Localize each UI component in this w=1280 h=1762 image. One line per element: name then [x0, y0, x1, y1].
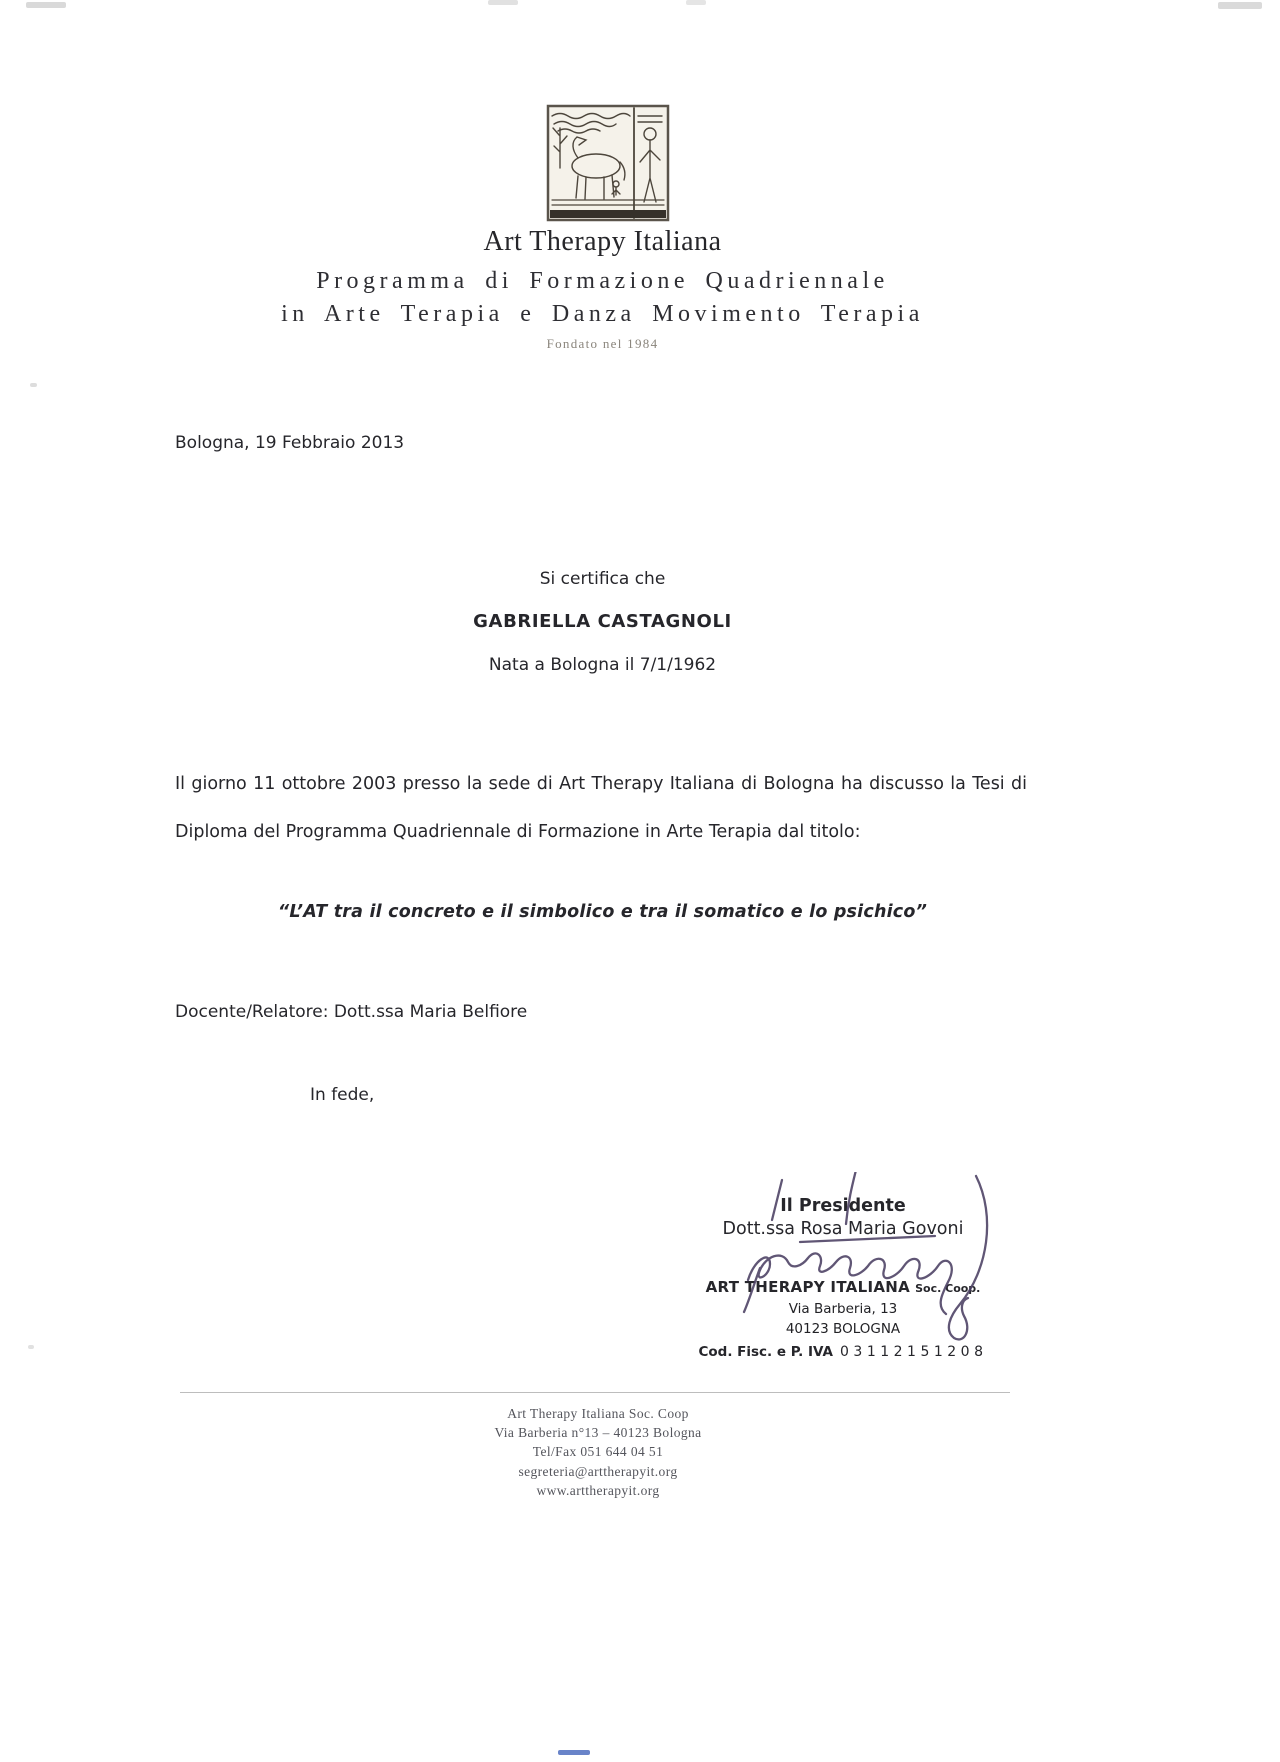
- org-stamp-line: [673, 1277, 1013, 1296]
- org-logo: [546, 104, 670, 226]
- footer-phone: Tel/Fax 051 644 04 51: [532, 1444, 664, 1460]
- org-name: Art Therapy Italiana: [483, 226, 722, 257]
- birth-line: Nata a Bologna il 7/1/1962: [488, 655, 717, 675]
- scan-artifact: [1218, 2, 1262, 9]
- closing-line: In fede,: [310, 1085, 375, 1105]
- date-line: Bologna, 19 Febbraio 2013: [175, 433, 405, 453]
- org-address-line1: Via Barberia, 13: [788, 1301, 898, 1317]
- thesis-paragraph: Il giorno 11 ottobre 2003 presso la sede di Art Therapy Italiana di Bologna ha discusso la Tesi di Diploma del Programma Quadriennale di Formazione in Arte Terapia dal titolo:: [175, 774, 1027, 842]
- engraving-logo-image: [546, 104, 670, 222]
- org-stamp-name: ART THERAPY ITALIANA: [705, 1278, 911, 1296]
- footer-email: segreteria@arttherapyit.org: [518, 1463, 678, 1479]
- tax-line: [673, 1341, 1013, 1360]
- footer-address: Via Barberia n°13 – 40123 Bologna: [494, 1425, 702, 1441]
- scan-artifact: [686, 0, 706, 5]
- scan-artifact: [488, 0, 518, 5]
- founded-line: Fondato nel 1984: [546, 336, 659, 351]
- program-title-line1: Programma di Formazione Quadriennale: [316, 268, 889, 294]
- scan-artifact: [26, 2, 66, 8]
- scan-artifact: [28, 1345, 34, 1349]
- footer-divider: [180, 1392, 1010, 1393]
- scan-artifact: [558, 1750, 590, 1755]
- scan-artifact: [30, 383, 37, 387]
- org-address-line2: 40123 BOLOGNA: [785, 1321, 901, 1337]
- president-title: Il Presidente: [780, 1196, 906, 1216]
- recipient-name: GABRIELLA CASTAGNOLI: [473, 611, 732, 632]
- footer-website: www.arttherapyit.org: [536, 1482, 660, 1498]
- tax-value: 03112151208: [840, 1344, 988, 1360]
- program-title-line2: in Arte Terapia e Danza Movimento Terapia: [281, 301, 924, 327]
- tax-label: Cod. Fisc. e P. IVA: [698, 1344, 833, 1360]
- president-name: Dott.ssa Rosa Maria Govoni: [722, 1219, 964, 1239]
- certify-line: Si certifica che: [539, 569, 666, 589]
- signature-block: [673, 1196, 1013, 1360]
- org-stamp-suffix: Soc. Coop.: [915, 1282, 981, 1295]
- advisor-line: Docente/Relatore: Dott.ssa Maria Belfiore: [175, 1002, 528, 1022]
- thesis-title: “L’AT tra il concreto e il simbolico e tra il somatico e lo psichico”: [277, 902, 928, 922]
- footer-org: Art Therapy Italiana Soc. Coop: [507, 1406, 689, 1421]
- footer: [0, 1404, 1196, 1500]
